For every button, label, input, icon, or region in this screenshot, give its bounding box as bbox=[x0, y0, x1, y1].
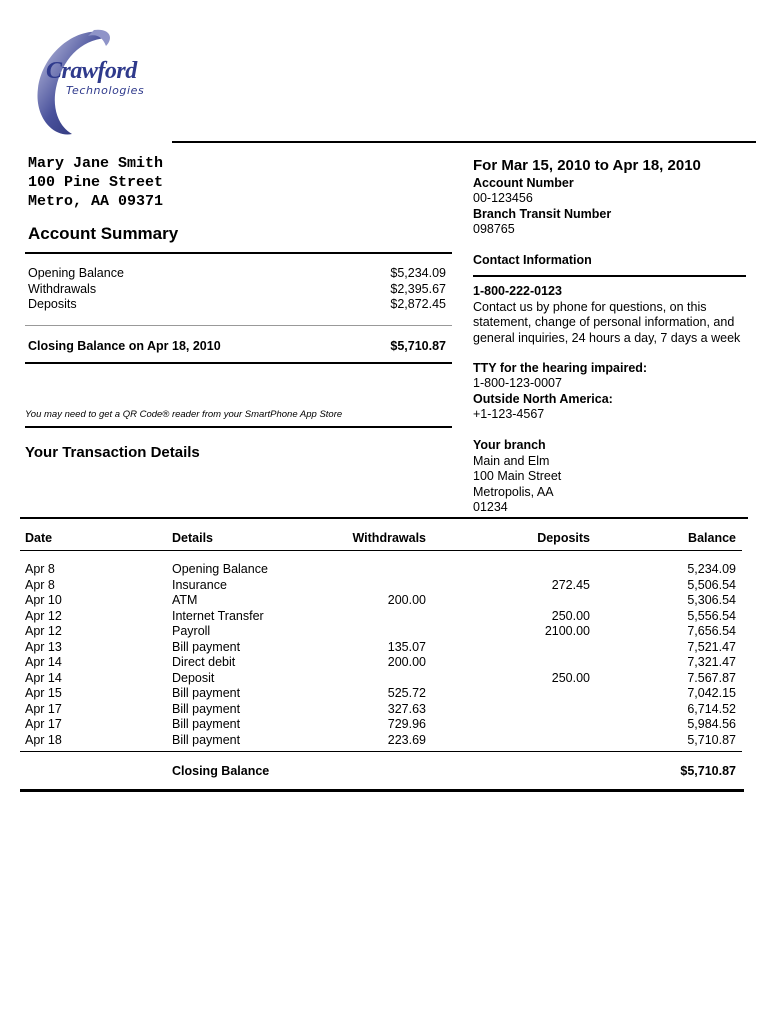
company-logo bbox=[32, 26, 154, 140]
row-details: Deposit bbox=[172, 670, 215, 685]
row-details: Bill payment bbox=[172, 732, 241, 747]
summary-value: $2,872.45 bbox=[390, 297, 446, 311]
contact-title: Contact Information bbox=[473, 253, 592, 267]
closing-balance-value: $5,710.87 bbox=[390, 339, 446, 353]
summary-label: Withdrawals bbox=[28, 282, 97, 296]
col-header-details: Details bbox=[172, 531, 213, 545]
row-balance: 7,042.15 bbox=[687, 686, 736, 700]
row-balance: 5,234.09 bbox=[687, 562, 736, 576]
row-deposit: 250.00 bbox=[551, 670, 590, 685]
table-closing-value: $5,710.87 bbox=[680, 764, 736, 778]
transit-number: 098765 bbox=[473, 222, 515, 236]
row-withdrawal: 200.00 bbox=[387, 593, 426, 607]
summary-mid-rule bbox=[25, 325, 452, 326]
summary-label: Opening Balance bbox=[28, 266, 124, 280]
summary-value: $2,395.67 bbox=[390, 282, 446, 296]
row-details: Payroll bbox=[172, 624, 211, 638]
tty-label: TTY for the hearing impaired: bbox=[473, 361, 648, 375]
row-date: Apr 12 bbox=[25, 608, 62, 623]
contact-text-3: general inquiries, 24 hours a day, 7 days a week bbox=[473, 331, 741, 345]
table-row bbox=[0, 686, 768, 702]
statement-period: For Mar 15, 2010 to Apr 18, 2010 bbox=[473, 157, 701, 174]
customer-street: 100 Pine Street bbox=[28, 174, 164, 191]
table-row bbox=[0, 717, 768, 733]
table-body-rule bbox=[20, 751, 742, 752]
contact-text-2: statement, change of personal information, and bbox=[473, 315, 735, 329]
row-details: Internet Transfer bbox=[172, 608, 264, 623]
row-balance: 7.567.87 bbox=[687, 670, 736, 685]
row-balance: 5,306.54 bbox=[687, 593, 736, 607]
row-date: Apr 17 bbox=[25, 717, 62, 731]
contact-rule bbox=[473, 275, 746, 277]
row-details: Opening Balance bbox=[172, 562, 268, 576]
logo-subtitle: Technologies bbox=[66, 84, 145, 97]
summary-top-rule bbox=[25, 252, 452, 254]
account-number: 00-123456 bbox=[473, 191, 533, 205]
row-details: Bill payment bbox=[172, 639, 241, 654]
col-header-deposits: Deposits bbox=[537, 531, 590, 545]
qr-rule bbox=[25, 426, 452, 428]
branch-street: 100 Main Street bbox=[473, 469, 562, 483]
col-header-withdrawals: Withdrawals bbox=[352, 531, 426, 545]
row-deposit: 250.00 bbox=[551, 608, 590, 623]
row-balance: 7,521.47 bbox=[687, 639, 736, 654]
row-date: Apr 8 bbox=[25, 562, 55, 576]
row-deposit: 2100.00 bbox=[544, 624, 590, 638]
row-balance: 7,321.47 bbox=[687, 655, 736, 669]
transaction-details-title: Your Transaction Details bbox=[25, 444, 200, 461]
table-row bbox=[0, 702, 768, 718]
qr-note: You may need to get a QR Code® reader from your SmartPhone App Store bbox=[25, 409, 343, 420]
row-withdrawal: 525.72 bbox=[387, 686, 426, 700]
branch-city: Metropolis, AA bbox=[473, 485, 554, 499]
summary-label: Deposits bbox=[28, 297, 77, 311]
tty-number: 1-800-123-0007 bbox=[473, 376, 562, 390]
customer-city: Metro, AA 09371 bbox=[28, 193, 164, 210]
table-row bbox=[0, 609, 768, 625]
table-row bbox=[0, 655, 768, 671]
row-details: Insurance bbox=[172, 577, 227, 592]
row-date: Apr 10 bbox=[25, 593, 62, 607]
row-details: Bill payment bbox=[172, 717, 241, 731]
summary-bottom-rule bbox=[25, 362, 452, 364]
table-bottom-rule bbox=[20, 789, 744, 792]
outside-label: Outside North America: bbox=[473, 392, 613, 406]
row-withdrawal: 135.07 bbox=[387, 639, 426, 654]
summary-value: $5,234.09 bbox=[390, 266, 446, 280]
row-details: Bill payment bbox=[172, 701, 241, 716]
row-balance: 5,710.87 bbox=[687, 732, 736, 747]
transit-label: Branch Transit Number bbox=[473, 207, 612, 221]
customer-name: Mary Jane Smith bbox=[28, 155, 164, 172]
row-date: Apr 12 bbox=[25, 624, 62, 638]
row-date: Apr 15 bbox=[25, 686, 62, 700]
outside-number: +1-123-4567 bbox=[473, 407, 545, 421]
row-balance: 6,714.52 bbox=[687, 701, 736, 716]
row-details: Direct debit bbox=[172, 655, 236, 669]
table-row bbox=[0, 562, 768, 578]
row-balance: 5,984.56 bbox=[687, 717, 736, 731]
header-divider bbox=[172, 141, 756, 143]
table-top-rule bbox=[20, 517, 748, 519]
customer-address bbox=[28, 154, 163, 211]
row-details: Bill payment bbox=[172, 686, 241, 700]
table-row bbox=[0, 578, 768, 594]
row-withdrawal: 327.63 bbox=[387, 701, 426, 716]
row-date: Apr 8 bbox=[25, 577, 55, 592]
table-row bbox=[0, 593, 768, 609]
row-balance: 5,506.54 bbox=[687, 577, 736, 592]
row-withdrawal: 200.00 bbox=[387, 655, 426, 669]
contact-text-1: Contact us by phone for questions, on this bbox=[473, 300, 707, 314]
branch-zip: 01234 bbox=[473, 500, 508, 514]
row-balance: 5,556.54 bbox=[687, 608, 736, 623]
col-header-balance: Balance bbox=[688, 531, 736, 545]
table-row bbox=[0, 640, 768, 656]
contact-phone: 1-800-222-0123 bbox=[473, 284, 562, 298]
account-summary-title: Account Summary bbox=[28, 224, 179, 243]
table-row bbox=[0, 671, 768, 687]
col-header-date: Date bbox=[25, 531, 53, 545]
branch-label: Your branch bbox=[473, 438, 546, 452]
row-date: Apr 17 bbox=[25, 701, 62, 716]
table-header-rule bbox=[20, 550, 742, 551]
branch-name: Main and Elm bbox=[473, 454, 550, 468]
row-date: Apr 14 bbox=[25, 655, 62, 669]
table-closing-label: Closing Balance bbox=[172, 764, 270, 778]
row-date: Apr 18 bbox=[25, 732, 62, 747]
row-date: Apr 14 bbox=[25, 670, 62, 685]
logo-wordmark: Crawford bbox=[46, 58, 137, 84]
closing-balance-label: Closing Balance on Apr 18, 2010 bbox=[28, 339, 221, 353]
row-withdrawal: 223.69 bbox=[387, 732, 426, 747]
table-row bbox=[0, 624, 768, 640]
table-closing-row bbox=[0, 764, 768, 780]
row-withdrawal: 729.96 bbox=[387, 717, 426, 731]
row-deposit: 272.45 bbox=[551, 577, 590, 592]
row-balance: 7,656.54 bbox=[687, 624, 736, 638]
account-number-label: Account Number bbox=[473, 176, 574, 190]
row-details: ATM bbox=[172, 593, 198, 607]
table-row bbox=[0, 733, 768, 749]
row-date: Apr 13 bbox=[25, 639, 62, 654]
